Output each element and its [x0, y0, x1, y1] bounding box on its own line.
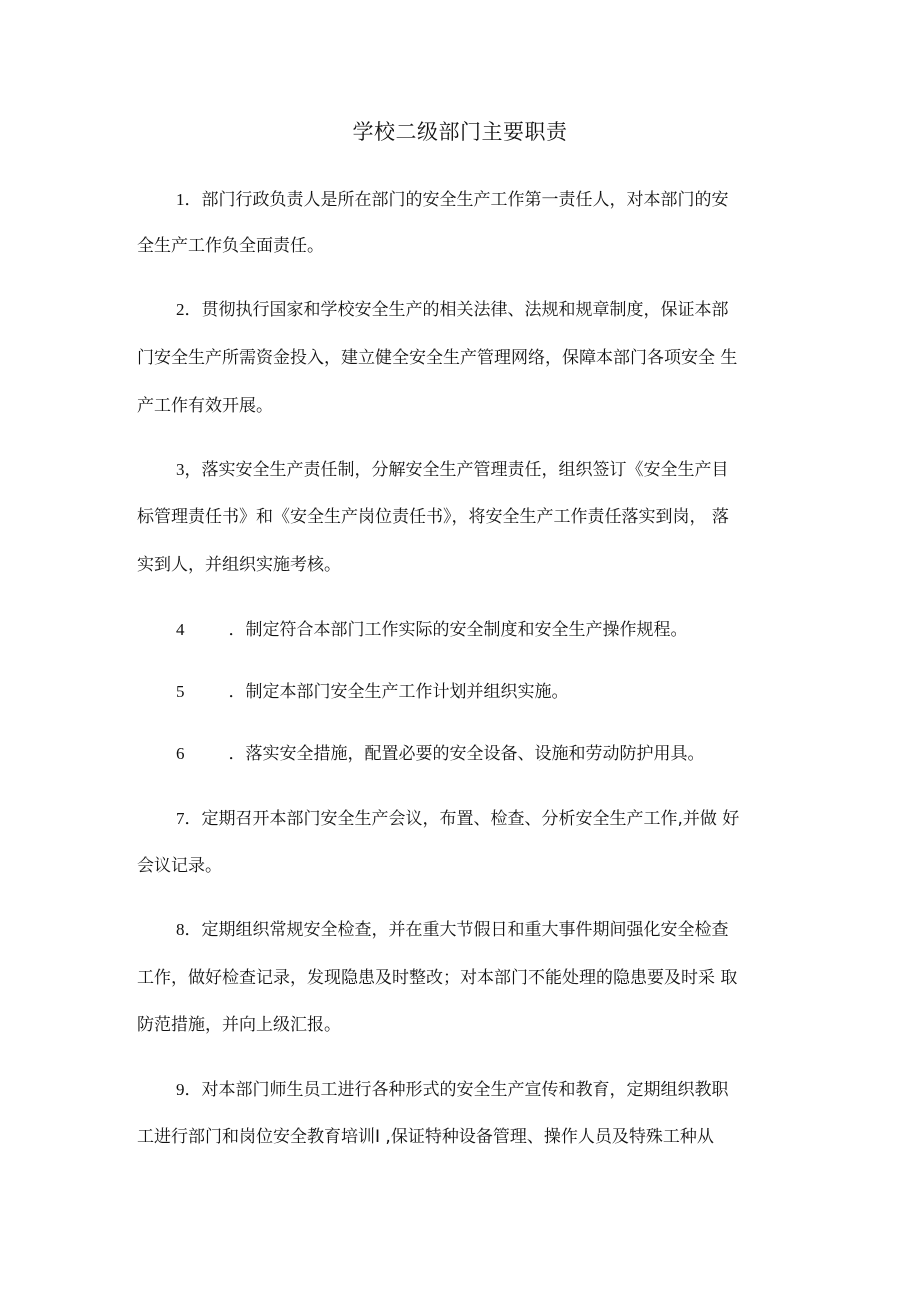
item-text: ．定期召开本部门安全生产会议，布置、检查、分析安全生产工作,并做 好 [184, 809, 740, 829]
item-number: 3 [176, 460, 185, 479]
item-3-line-2: 标管理责任书》和《安全生产岗位责任书》，将安全生产工作责任落实到岗， 落 [137, 507, 729, 527]
item-text: ．部门行政负责人是所在部门的安全生产工作第一责任人，对本部门的安 [184, 190, 729, 210]
item-text: ．落实安全措施，配置必要的安全设备、设施和劳动防护用具。 [228, 744, 705, 764]
item-number: 4 [176, 620, 185, 639]
item-number: 7 [176, 809, 185, 828]
item-2-line-1 [176, 297, 729, 323]
item-number: 2 [176, 300, 185, 319]
item-7-line-1 [176, 806, 739, 832]
item-number: 9 [176, 1080, 185, 1099]
item-text: ．定期组织常规安全检查，并在重大节假日和重大事件期间强化安全检查 [184, 920, 729, 940]
item-7-line-2: 会议记录。 [137, 856, 222, 876]
item-number: 1 [176, 190, 185, 209]
item-9-line-1 [176, 1077, 729, 1103]
item-number: 6 [176, 744, 185, 763]
item-text: ．制定本部门安全生产工作计划并组织实施。 [228, 682, 569, 702]
item-2-line-2: 门安全生产所需资金投入，建立健全安全生产管理网络，保障本部门各项安全 生 [137, 348, 738, 368]
item-8-line-1 [176, 917, 729, 943]
item-4-line-1 [176, 617, 688, 643]
item-number: 8 [176, 920, 185, 939]
item-1-line-2: 全生产工作负全面责任。 [137, 236, 324, 256]
item-text: ．制定符合本部门工作实际的安全制度和安全生产操作规程。 [228, 620, 688, 640]
item-number: 5 [176, 682, 185, 701]
item-5-line-1 [176, 679, 569, 705]
item-text: ．对本部门师生员工进行各种形式的安全生产宣传和教育，定期组织教职 [184, 1080, 729, 1100]
item-9-line-2: 工进行部门和岗位安全教育培训I ,保证特种设备管理、操作人员及特殊工种从 [137, 1127, 714, 1147]
item-2-line-3: 产工作有效开展。 [137, 396, 273, 416]
item-text: ．贯彻执行国家和学校安全生产的相关法律、法规和规章制度，保证本部 [184, 300, 729, 320]
item-6-line-1 [176, 741, 705, 767]
item-8-line-2: 工作，做好检查记录，发现隐患及时整改；对本部门不能处理的隐患要及时采 取 [137, 968, 738, 988]
page-title: 学校二级部门主要职责 [352, 120, 568, 144]
item-3-line-3: 实到人，并组织实施考核。 [137, 555, 341, 575]
item-1-line-1 [176, 187, 729, 213]
item-3-line-1 [176, 457, 729, 483]
item-text: ，落实安全生产责任制，分解安全生产管理责任，组织签订《安全生产目 [184, 460, 729, 480]
item-8-line-3: 防范措施，并向上级汇报。 [137, 1015, 341, 1035]
